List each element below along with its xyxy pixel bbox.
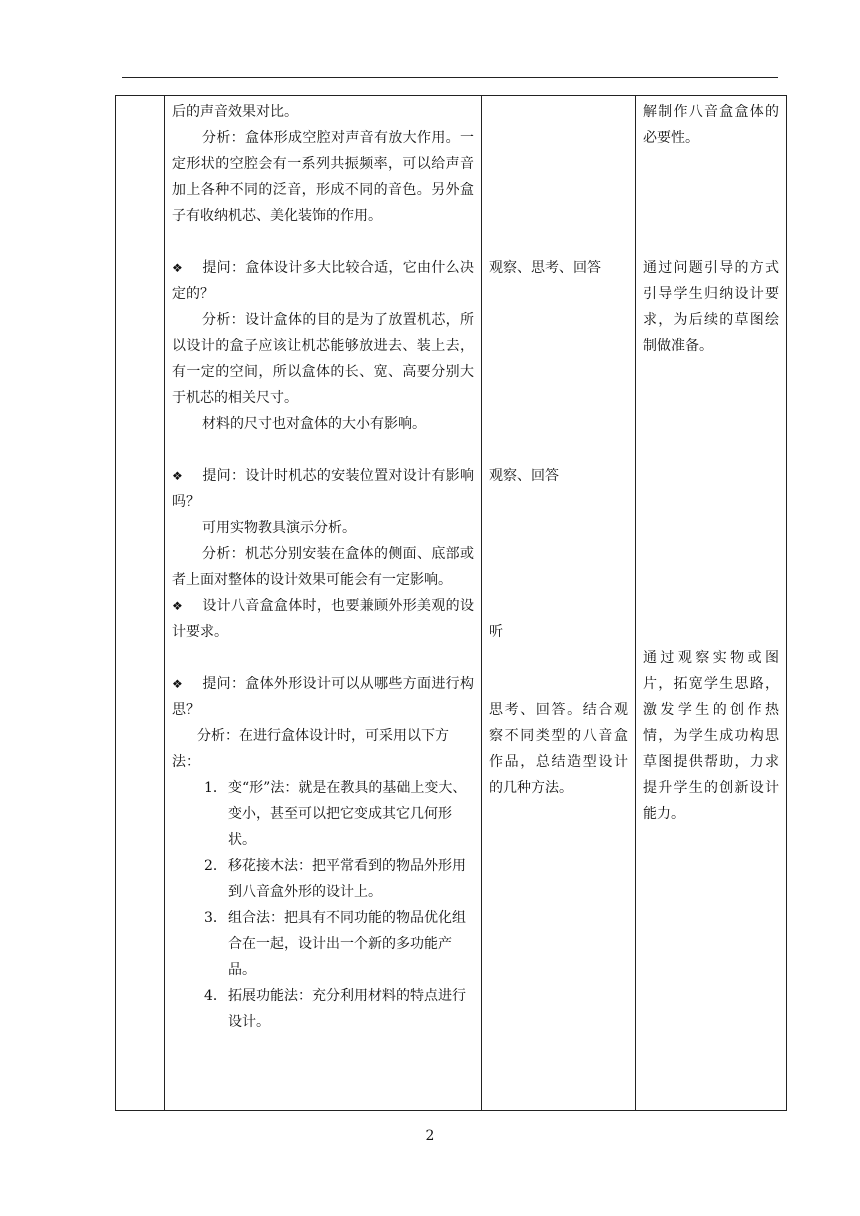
column-teacher-activity xyxy=(165,96,482,1111)
header-rule xyxy=(122,77,778,78)
demo-note: 可用实物教具演示分析。 xyxy=(202,520,356,536)
bullet-icon: ❖ xyxy=(172,261,183,275)
design-methods-list xyxy=(172,775,474,1035)
student-response-1: 观察、思考、回答 xyxy=(489,260,601,276)
analysis-4: 分析：在进行盒体设计时，可采用以下方法： xyxy=(172,728,449,770)
bullet-icon: ❖ xyxy=(172,469,183,483)
bullet-icon: ❖ xyxy=(172,677,183,691)
lesson-table xyxy=(115,95,787,1111)
page-number: 2 xyxy=(425,1128,435,1144)
analysis-3: 分析：机芯分别安装在盒体的侧面、底部或者上面对整体的设计效果可能会有一定影响。 xyxy=(172,546,474,588)
paragraph-analysis-1: 分析：盒体形成空腔对声音有放大作用。一定形状的空腔会有一系列共振频率，可以给声音加上各种不同的泛音，形成不同的音色。另外盒子有收纳机芯、美化装饰的作用。 xyxy=(172,130,474,224)
bullet-icon: ❖ xyxy=(172,599,183,613)
list-item: 4． 拓展功能法：充分利用材料的特点进行设计。 xyxy=(204,988,466,1030)
intent-0: 解制作八音盒盒体的必要性。 xyxy=(643,104,779,146)
intent-1: 通过问题引导的方式引导学生归纳设计要求，为后续的草图绘制做准备。 xyxy=(643,260,779,354)
column-blank xyxy=(116,96,165,1111)
student-response-2: 观察、回答 xyxy=(489,468,559,484)
question-2: ❖ 提问：设计时机芯的安装位置对设计有影响吗？ xyxy=(172,463,474,515)
column-student-activity xyxy=(482,96,636,1111)
analysis-2: 分析：设计盒体的目的是为了放置机芯，所以设计的盒子应该让机芯能够放进去、装上去，有一定的空间，所以盒体的长、宽、高要分别大于机芯的相关尺寸。 xyxy=(172,312,474,406)
column-design-intent xyxy=(636,96,787,1111)
list-item: 1． 变“形”法：就是在教具的基础上变大、变小，甚至可以把它变成其它几何形状。 xyxy=(204,780,467,848)
list-item: 3． 组合法：把具有不同功能的物品优化组合在一起，设计出一个新的多功能产品。 xyxy=(204,910,466,978)
question-3: ❖ 设计八音盒盒体时，也要兼顾外形美观的设计要求。 xyxy=(172,593,474,645)
analysis-2b: 材料的尺寸也对盒体的大小有影响。 xyxy=(202,416,426,432)
student-response-3: 听 xyxy=(489,624,503,640)
intent-4: 通过观察实物或图片，拓宽学生思路，激发学生的创作热情，为学生成功构思草图提供帮助，力求提升学生的创新设计能力。 xyxy=(643,650,779,822)
list-item: 2． 移花接木法：把平常看到的物品外形用到八音盒外形的设计上。 xyxy=(204,858,466,900)
student-response-4: 思考、回答。结合观察不同类型的八音盒作品，总结造型设计的几种方法。 xyxy=(489,702,628,796)
question-4: ❖ 提问：盒体外形设计可以从哪些方面进行构思？ xyxy=(172,671,474,723)
paragraph-intro-tail: 后的声音效果对比。 xyxy=(172,104,298,120)
question-1: ❖ 提问：盒体设计多大比较合适，它由什么决定的？ xyxy=(172,255,474,307)
